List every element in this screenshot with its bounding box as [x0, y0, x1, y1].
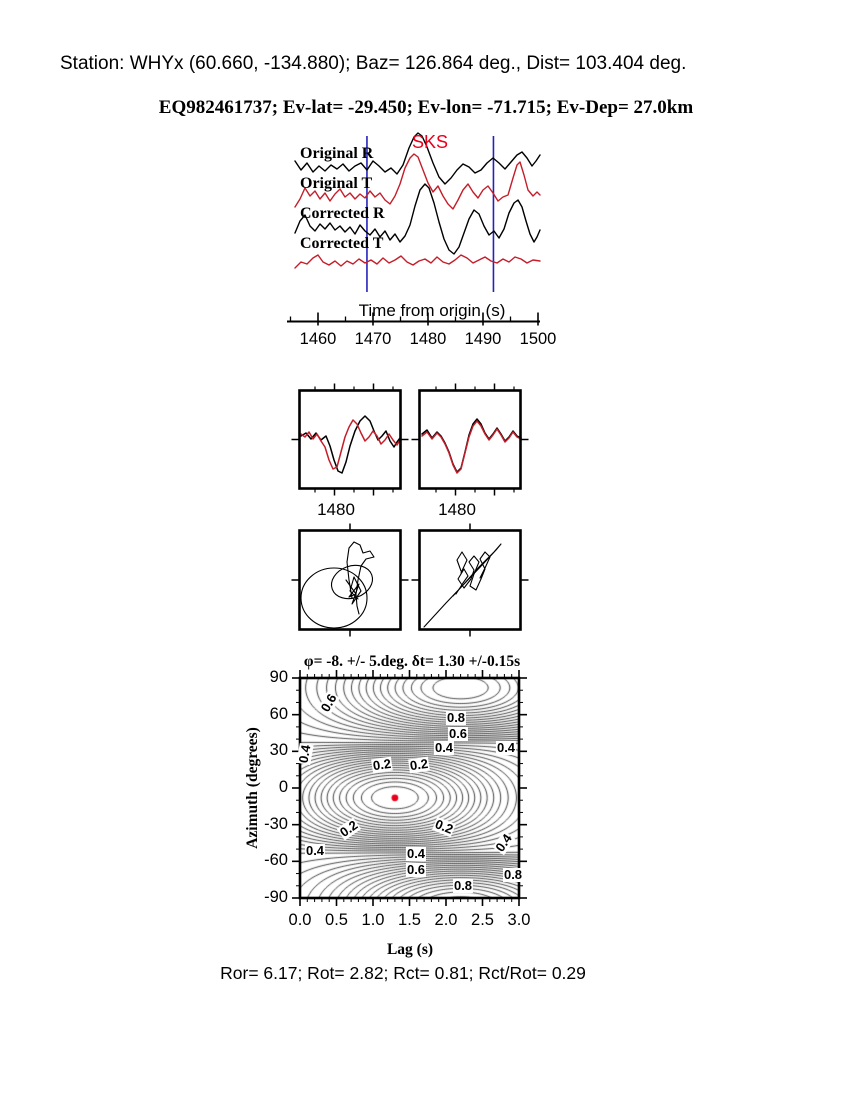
contour-value-label: 0.4 [492, 831, 515, 855]
time-axis-tick-label: 1490 [464, 330, 502, 348]
trace-label-corrected-t: Corrected T [300, 235, 384, 252]
stats-line: Ror= 6.17; Rot= 2.82; Rct= 0.81; Rct/Rot= 0.29 [220, 963, 586, 983]
contour-value-label: 0.6 [317, 691, 340, 715]
trace-label-original-t: Original T [300, 175, 373, 192]
contour-value-label: 0.8 [453, 878, 473, 893]
contour-title-phi-dt: φ= -8. +/- 5.deg. δt= 1.30 +/-0.15s [303, 653, 521, 670]
azimuth-axis-tick-label: 0 [278, 778, 288, 796]
pair-panel-left-tick-label: 1480 [317, 500, 355, 519]
azimuth-axis-tick-label: 60 [269, 704, 288, 723]
lag-axis-tick-label: 2.0 [434, 911, 458, 929]
contour-value-label: 0.4 [496, 740, 516, 755]
azimuth-axis-tick-label: -30 [264, 814, 288, 833]
time-axis-tick-label: 1470 [354, 330, 392, 348]
contour-value-label: 0.4 [406, 846, 426, 861]
contour-value-label: 0.2 [337, 817, 361, 840]
contour-ylabel: Azimuth (degrees) [244, 727, 261, 849]
lag-axis-tick-label: 1.5 [398, 911, 421, 929]
contour-xlabel: Lag (s) [386, 941, 434, 958]
lag-axis-tick-label: 0.5 [325, 911, 348, 929]
azimuth-axis-tick-label: -90 [264, 888, 288, 906]
time-axis-title: Time from origin (s) [358, 301, 506, 320]
pair-panel-right-tick-label: 1480 [438, 500, 476, 519]
contour-value-label: 0.6 [448, 726, 468, 741]
contour-value-label: 0.8 [503, 867, 523, 882]
contour-value-label: 0.8 [446, 710, 466, 725]
azimuth-axis-tick-label: -60 [264, 851, 288, 870]
azimuth-axis-tick-label: 30 [269, 741, 288, 760]
contour-value-label: 0.4 [295, 743, 314, 765]
lag-axis-tick-label: 2.5 [471, 911, 494, 929]
event-title: EQ982461737; Ev-lat= -29.450; Ev-lon= -71.715; Ev-Dep= 27.0km [158, 97, 694, 118]
time-axis-tick-label: 1480 [409, 330, 447, 348]
contour-value-label: 0.4 [434, 740, 454, 755]
station-title: Station: WHYx (60.660, -134.880); Baz= 126.864 deg., Dist= 103.404 deg. [60, 53, 687, 74]
contour-value-label: 0.2 [432, 816, 456, 837]
trace-label-original-r: Original R [300, 145, 374, 162]
lag-axis-tick-label: 1.0 [361, 911, 385, 929]
lag-axis-tick-label: 3.0 [507, 911, 531, 929]
phase-label-sks: SKS [412, 132, 449, 152]
lag-axis-tick-label: 0.0 [288, 911, 312, 929]
time-axis-tick-label: 1460 [299, 330, 337, 348]
contour-value-label: 0.2 [371, 755, 392, 774]
trace-label-corrected-r: Corrected R [300, 205, 385, 222]
contour-value-label: 0.4 [305, 843, 325, 858]
azimuth-axis-tick-label: 90 [269, 668, 288, 686]
time-axis-tick-label: 1500 [519, 330, 557, 348]
contour-value-label: 0.6 [406, 862, 426, 877]
contour-value-label: 0.2 [408, 755, 429, 774]
